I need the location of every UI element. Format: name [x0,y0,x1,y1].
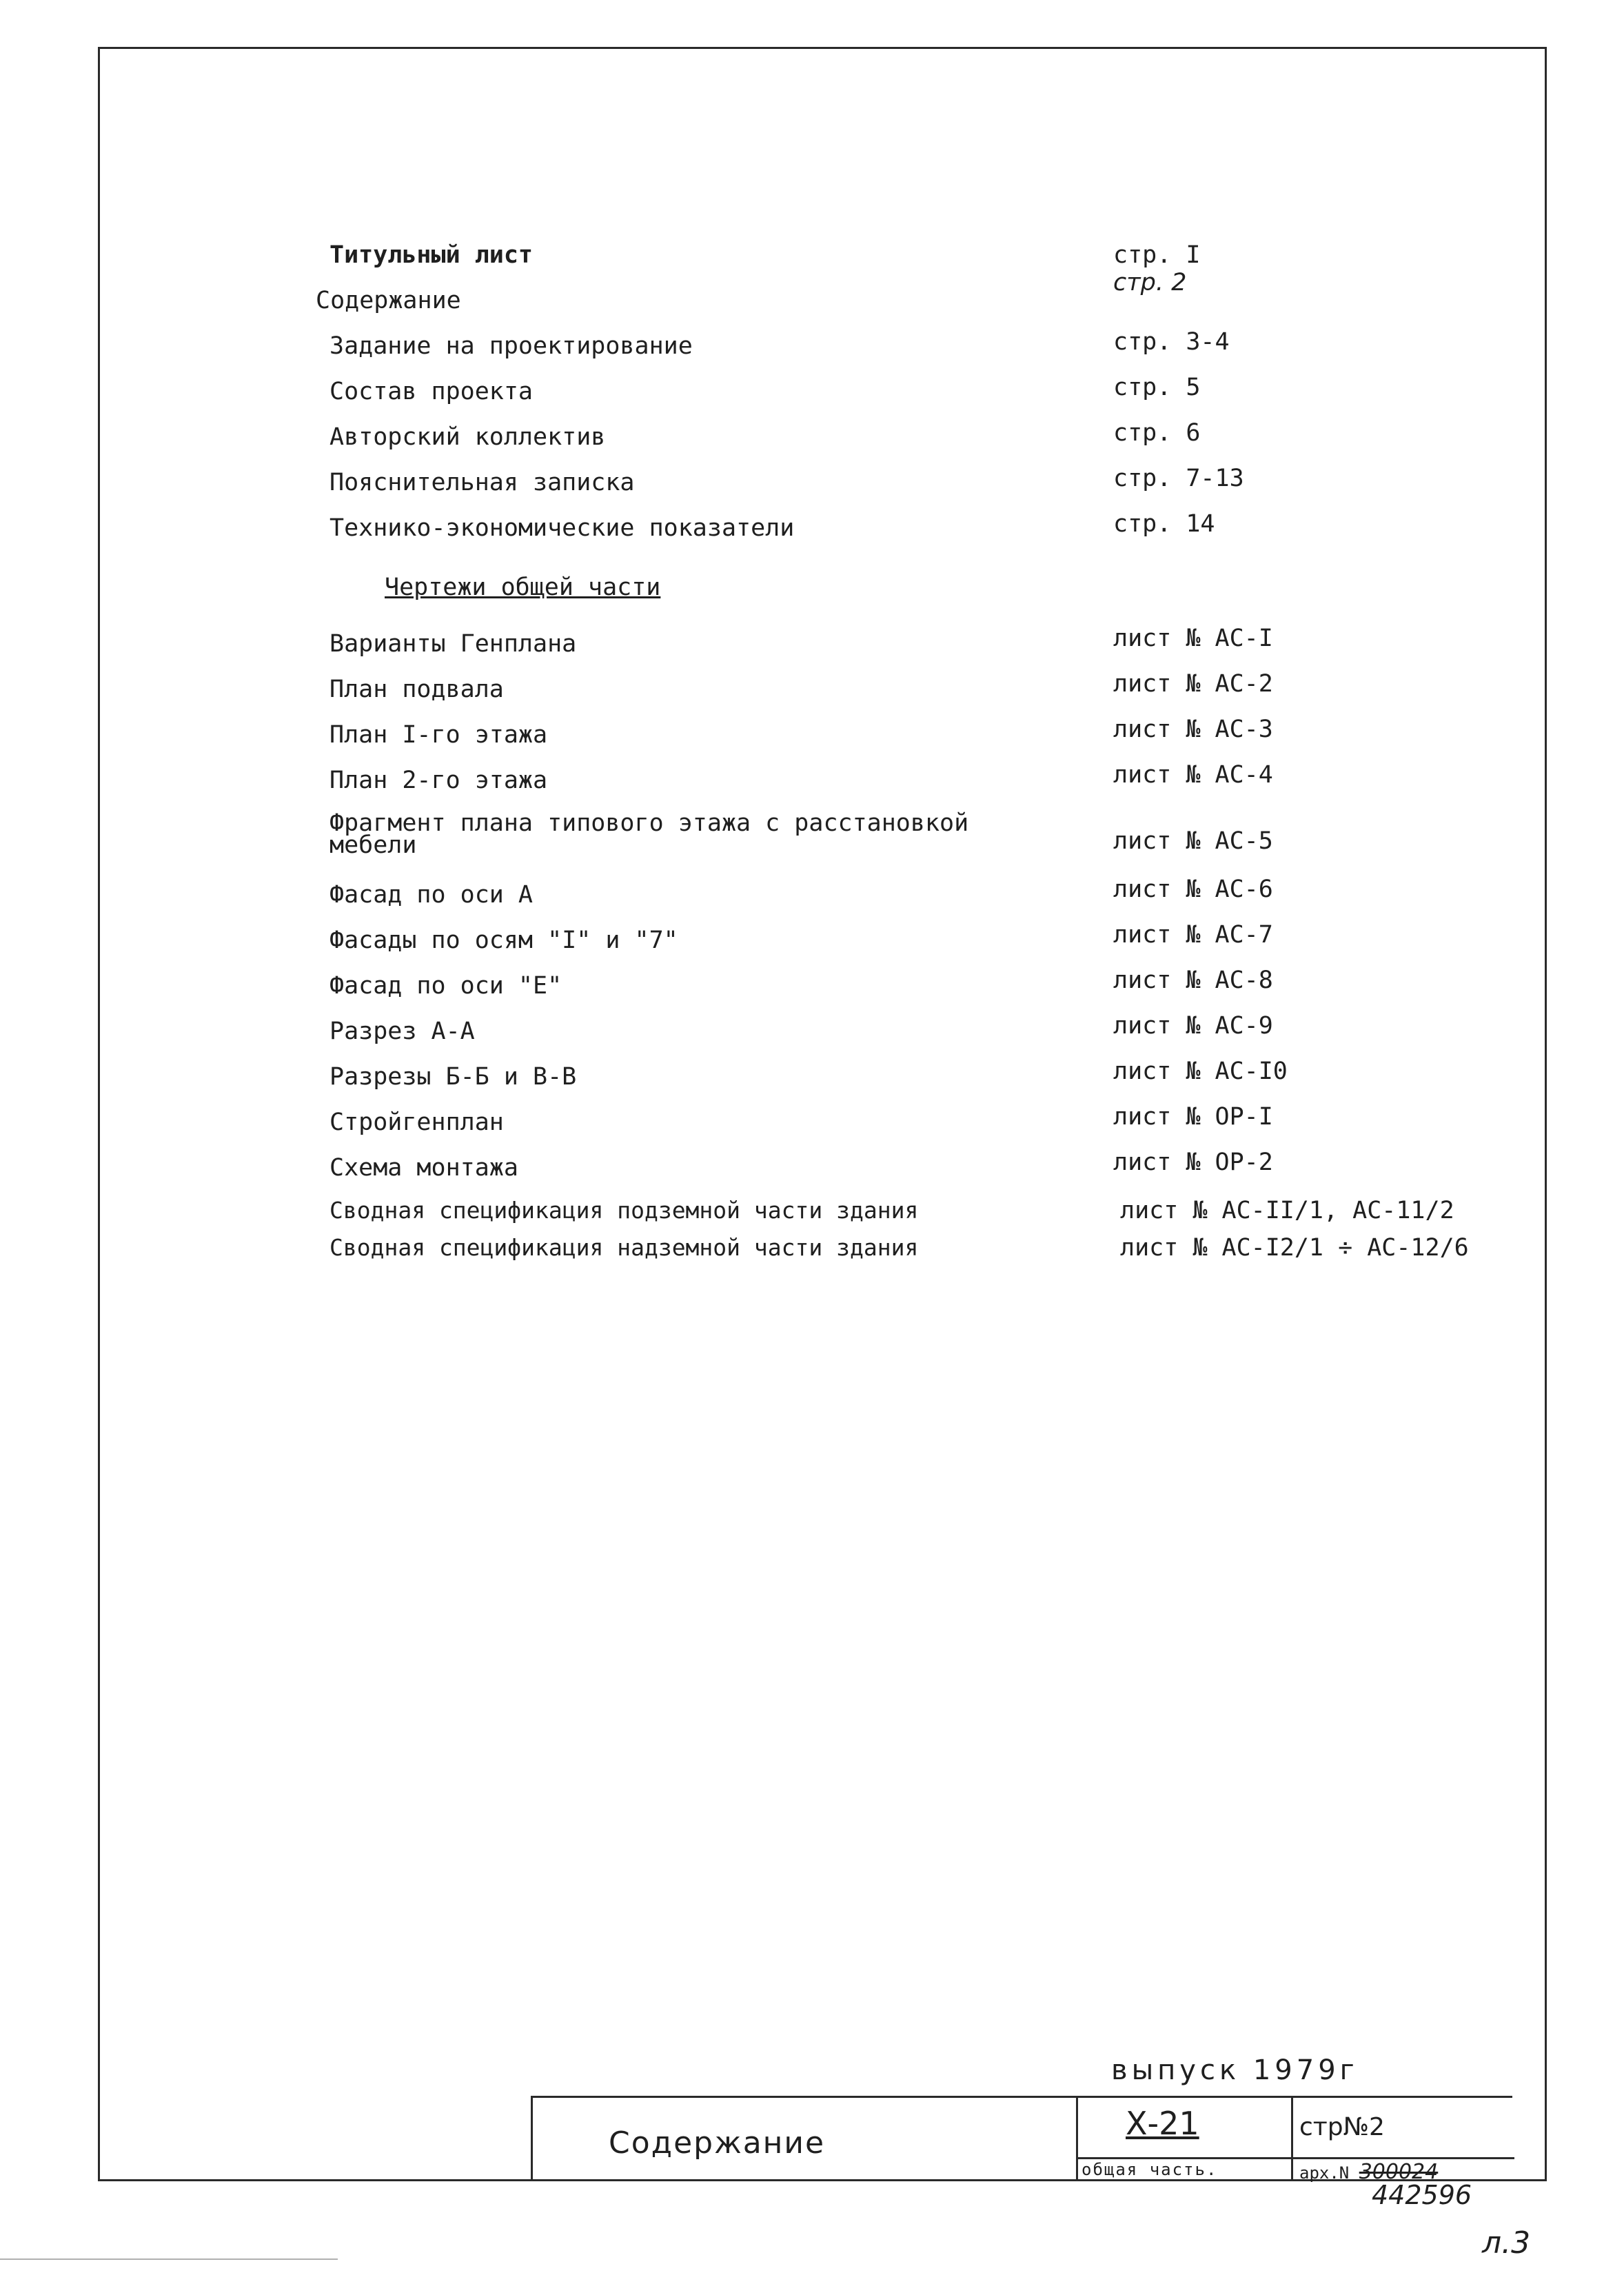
drawing-row [0,716,1624,762]
drawing-title: Фрагмент плана типового этажа с расстановкой мебели [329,809,969,859]
drawing-title: Стройгенплан [329,1109,504,1136]
drawing-title: План I-го этажа [329,721,548,749]
toc-title: Состав проекта [329,378,534,405]
title-block [531,2096,1512,2184]
scan-artifact-line [0,2258,338,2260]
toc-ref: стр. 6 [1113,419,1201,447]
drawing-title: Фасады по осям "I" и "7" [329,927,678,954]
drawing-ref: лист № АС-8 [1113,967,1273,994]
drawing-title: Варианты Генплана [329,630,577,658]
drawing-row [0,921,1624,968]
title-block-divider [1076,2098,1078,2181]
toc-row [0,419,1624,465]
drawing-row [0,876,1624,922]
toc-ref: стр. 3-4 [1113,328,1230,356]
toc-title: Титульный лист [329,241,534,269]
drawing-title: План 2-го этажа [329,767,548,794]
toc-row [0,374,1624,419]
toc-ref: стр. 14 [1113,510,1215,538]
section-heading: Чертежи общей части [385,574,661,601]
toc-title: Авторский коллектив [329,423,606,451]
toc-ref: стр. 5 [1113,374,1201,401]
toc-title: Пояснительная записка [329,469,635,496]
drawing-title: Разрез А-А [329,1018,475,1045]
part-label: общая часть. [1082,2160,1218,2179]
drawing-title: Фасад по оси "Е" [329,972,562,1000]
drawing-ref: лист № АС-I0 [1113,1058,1288,1085]
drawing-row [0,625,1624,671]
drawing-ref: лист № АС-9 [1113,1012,1273,1040]
drawing-row [0,1149,1624,1195]
drawing-title: Сводная спецификация надземной части здания [329,1234,919,1261]
drawing-title: Разрезы Б-Б и В-В [329,1063,577,1091]
drawing-row [0,761,1624,808]
drawing-row [0,1197,1624,1238]
toc-ref: стр. 7-13 [1113,465,1244,492]
toc-ref: стр. I [1113,241,1201,269]
drawing-ref: лист № АС-II/1, АС-11/2 [1120,1197,1454,1224]
archive-label: арх.N [1299,2163,1350,2183]
toc-title: Содержание [316,287,461,314]
toc-title: Задание на проектирование [329,332,693,360]
toc-title: Технико-экономические показатели [329,514,795,542]
sheet-number: стр№2 [1299,2113,1385,2141]
release-year: выпуск 1979г [1111,2054,1359,2086]
drawing-row [0,1103,1624,1150]
toc-row [0,465,1624,510]
drawing-ref: лист № ОР-2 [1113,1149,1273,1176]
drawing-ref: лист № АС-5 [1113,827,1273,855]
drawing-row [0,670,1624,717]
drawing-ref: лист № АС-I [1113,625,1273,652]
title-block-divider [1291,2098,1293,2181]
archive-old-number: 300024 [1359,2160,1439,2184]
toc-row [0,510,1624,556]
toc-row [0,269,1624,328]
title-block-name: Содержание [609,2125,826,2161]
drawing-title: Сводная спецификация подземной части здания [329,1197,919,1224]
drawing-ref: лист № АС-6 [1113,876,1273,903]
drawing-title: Фасад по оси А [329,881,534,909]
drawing-row [0,967,1624,1013]
drawing-title: Схема монтажа [329,1154,518,1182]
drawing-row [0,1234,1624,1275]
drawing-row [0,1058,1624,1104]
drawing-row [0,1012,1624,1059]
drawing-ref: лист № АС-I2/1 ÷ АС-12/6 [1120,1234,1469,1262]
title-block-divider [1076,2157,1514,2159]
drawing-ref: лист № АС-7 [1113,921,1273,949]
drawing-title: План подвала [329,676,504,703]
drawing-row [0,809,1624,867]
archive-new-number: 442596 [1372,2180,1472,2210]
toc-ref: стр. 2 [1113,269,1187,296]
drawing-ref: лист № АС-4 [1113,761,1273,789]
drawing-ref: лист № АС-2 [1113,670,1273,698]
drawing-ref: лист № АС-3 [1113,716,1273,743]
drawing-ref: лист № ОР-I [1113,1103,1273,1131]
series-number: Х-21 [1126,2105,1199,2142]
toc-row [0,328,1624,374]
toc-row [0,241,1624,283]
corner-page-mark: л.3 [1482,2225,1531,2261]
